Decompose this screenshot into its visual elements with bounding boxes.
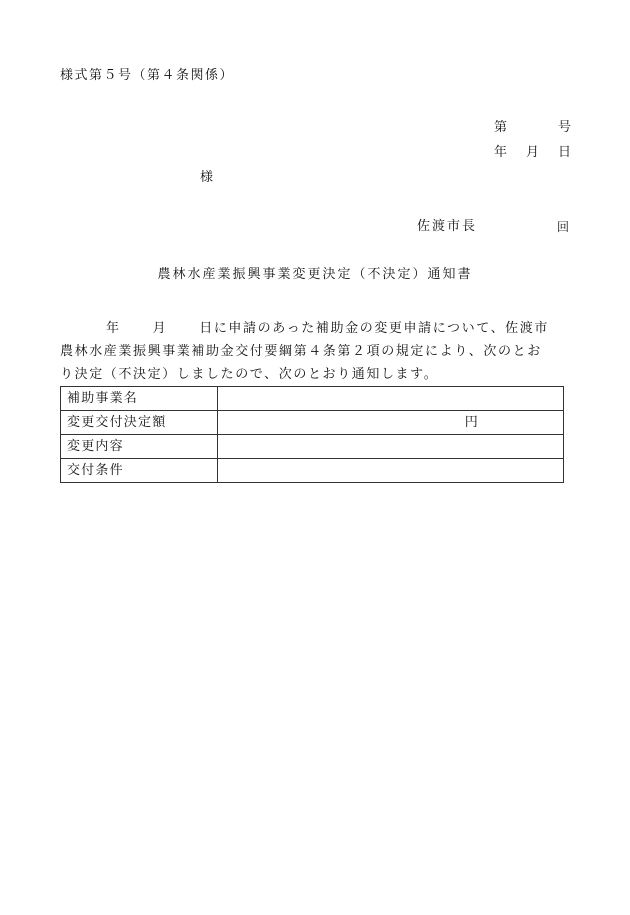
- row-label-changed-amount: 変更交付決定額: [61, 411, 218, 435]
- grant-conditions-field[interactable]: [217, 459, 563, 483]
- date-month-label: 月: [526, 145, 541, 160]
- changed-amount-field[interactable]: 円: [217, 411, 563, 435]
- issue-number-prefix: 第: [494, 120, 509, 135]
- document-title: 農林水産業振興事業変更決定（不決定）通知書: [157, 267, 473, 282]
- table-row: [61, 459, 564, 483]
- sender-title: 佐渡市長: [417, 219, 478, 234]
- body-line-1: [60, 317, 590, 340]
- row-label-project-name: 補助事業名: [61, 387, 218, 411]
- table-row: [61, 435, 564, 459]
- body-line-1-text: 日に申請のあった補助金の変更申請について、佐渡市: [199, 321, 549, 336]
- body-line-2: 農林水産業振興事業補助金交付要綱第４条第２項の規定により、次のとお: [60, 344, 542, 359]
- body-year-label: 年: [106, 321, 121, 336]
- date-year-label: 年: [494, 145, 509, 160]
- date-day-label: 日: [558, 145, 573, 160]
- notification-body: [60, 317, 590, 386]
- change-details-field[interactable]: [217, 435, 563, 459]
- body-line-3: り決定（不決定）しましたので、次のとおり通知します。: [60, 367, 439, 382]
- row-label-change-details: 変更内容: [61, 435, 218, 459]
- table-row: [61, 411, 564, 435]
- form-number: 様式第５号（第４条関係）: [60, 68, 235, 83]
- issue-number-suffix: 号: [558, 120, 573, 135]
- body-month-label: 月: [152, 321, 168, 336]
- row-label-grant-conditions: 交付条件: [61, 459, 218, 483]
- addressee-suffix: 様: [200, 170, 215, 185]
- project-name-field[interactable]: [217, 387, 563, 411]
- details-table: [60, 386, 564, 483]
- table-row: [61, 387, 564, 411]
- seal-mark: 回: [557, 220, 571, 234]
